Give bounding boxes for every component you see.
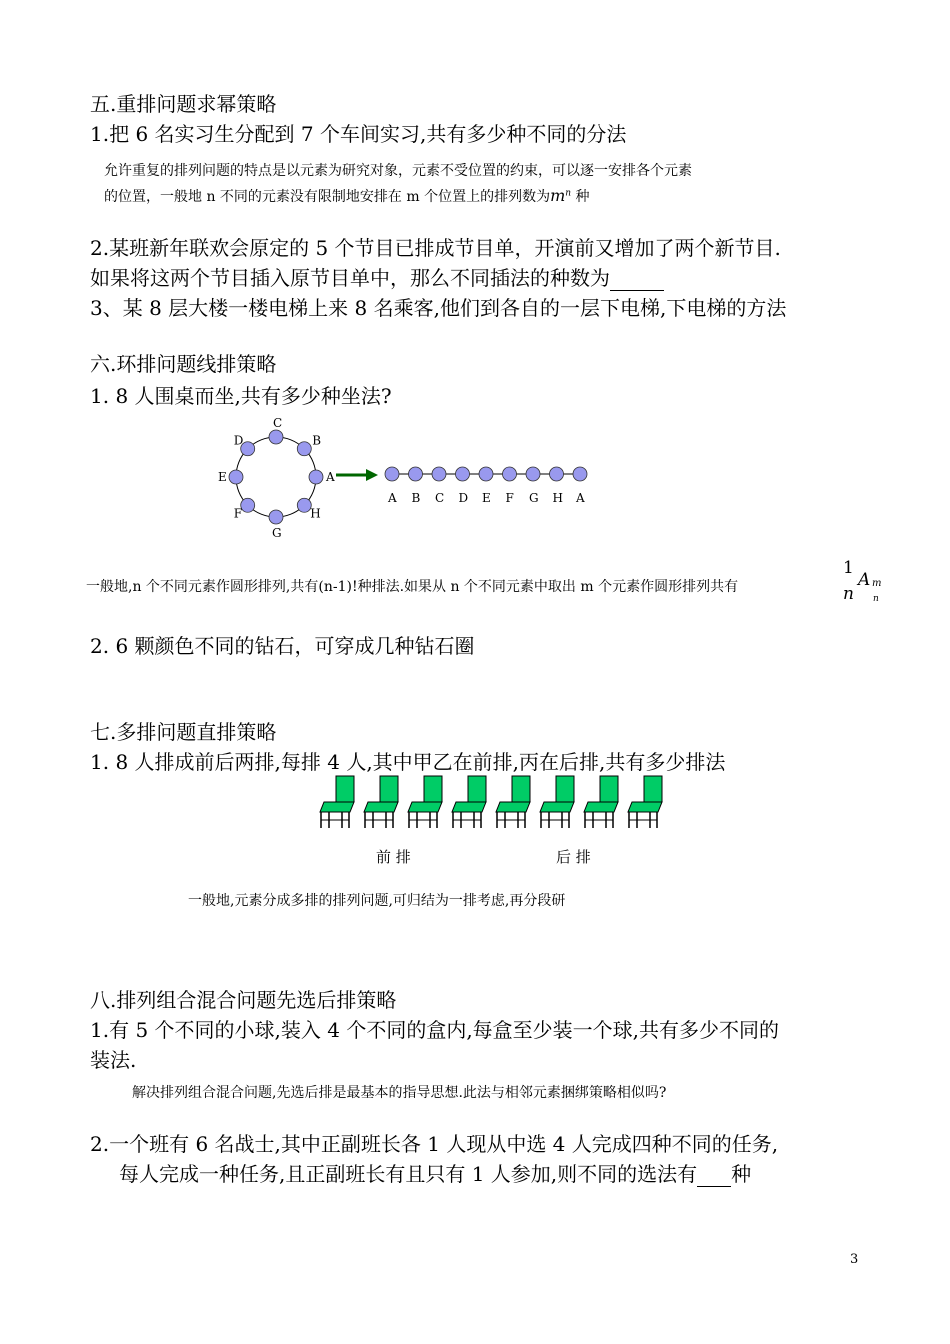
chairs-diagram bbox=[318, 774, 678, 830]
ring-bead bbox=[269, 430, 283, 444]
sec7-question-1: 1. 8 人排成前后两排,每排 4 人,其中甲乙在前排,丙在后排,共有多少排法 bbox=[90, 750, 726, 774]
chair-icon bbox=[584, 776, 618, 828]
chair-icon bbox=[496, 776, 530, 828]
section-7-title: 七.多排问题直排策略 bbox=[90, 720, 277, 744]
line-bead bbox=[432, 467, 446, 481]
line-bead-label: G bbox=[529, 491, 539, 505]
ring-bead-label: E bbox=[218, 470, 227, 484]
ring-bead-label: G bbox=[272, 526, 282, 540]
line-bead bbox=[573, 467, 587, 481]
section-6-title: 六.环排问题线排策略 bbox=[90, 352, 277, 376]
line-bead bbox=[503, 467, 517, 481]
ring-bead bbox=[241, 498, 255, 512]
fraction-denominator: n bbox=[843, 584, 854, 604]
a-symbol: A bbox=[858, 570, 871, 590]
line-bead bbox=[456, 467, 470, 481]
sec8-question-2a: 2.一个班有 6 名战士,其中正副班长各 1 人现从中选 4 人完成四种不同的任务, bbox=[90, 1132, 779, 1156]
back-row-label: 后 排 bbox=[556, 848, 591, 866]
sec5-question-2b: 如果将这两个节目插入原节目单中，那么不同插法的种数为 bbox=[90, 262, 664, 291]
sec5-question-3: 3、某 8 层大楼一楼电梯上来 8 名乘客,他们到各自的一层下电梯,下电梯的方法 bbox=[90, 296, 787, 320]
arrow-icon bbox=[336, 469, 378, 481]
sec5-question-1: 1.把 6 名实习生分配到 7 个车间实习,共有多少种不同的分法 bbox=[90, 122, 627, 146]
answer-blank bbox=[610, 272, 664, 291]
sec6-note: 一般地,n 个不同元素作圆形排列,共有(n-1)!种排法.如果从 n 个不同元素中取出 m 个元素作圆形排列共有 bbox=[86, 579, 739, 595]
line-bead bbox=[550, 467, 564, 481]
sec8-question-2b: 每人完成一种任务,且正副班长有且只有 1 人参加,则不同的选法有 种 bbox=[119, 1162, 752, 1186]
fraction-numerator: 1 bbox=[843, 558, 854, 578]
ring-bead bbox=[269, 510, 283, 524]
line-bead-label: B bbox=[411, 491, 421, 505]
line-bead bbox=[385, 467, 399, 481]
line-bead-label: A bbox=[576, 491, 585, 505]
sec6-question-2: 2. 6 颗颜色不同的钻石，可穿成几种钻石圈 bbox=[90, 634, 475, 658]
line-bead bbox=[409, 467, 423, 481]
line-bead-label: A bbox=[388, 491, 397, 505]
line-bead bbox=[526, 467, 540, 481]
chair-icon bbox=[452, 776, 486, 828]
section-8-title: 八.排列组合混合问题先选后排策略 bbox=[90, 988, 397, 1012]
answer-blank bbox=[697, 1168, 731, 1187]
sec6-question-1: 1. 8 人围桌而坐,共有多少种坐法? bbox=[90, 384, 392, 408]
sec5-note-line-2: 的位置，一般地 n 不同的元素没有限制地安排在 m 个位置上的排列数为$m^n$ 种 bbox=[104, 186, 590, 205]
ring-bead-label: A bbox=[326, 470, 335, 484]
sec5-question-2a: 2.某班新年联欢会原定的 5 个节目已排成节目单，开演前又增加了两个新节目. bbox=[90, 236, 781, 260]
line-bead-label: C bbox=[435, 491, 445, 505]
line-bead-label: H bbox=[552, 491, 563, 505]
sec8-question-1b: 装法. bbox=[90, 1048, 137, 1072]
line-bead-label: F bbox=[505, 491, 514, 505]
ring-bead bbox=[309, 470, 323, 484]
ring-bead bbox=[297, 442, 311, 456]
ring-bead-label: C bbox=[273, 416, 283, 430]
front-row-label: 前 排 bbox=[376, 848, 411, 866]
a-superscript: m bbox=[872, 578, 882, 589]
sec8-note: 解决排列组合混合问题,先选后排是最基本的指导思想.此法与相邻元素捆绑策略相似吗? bbox=[132, 1085, 667, 1101]
chair-icon bbox=[540, 776, 574, 828]
ring-to-line-diagram bbox=[200, 412, 600, 544]
page-number: 3 bbox=[850, 1252, 859, 1267]
chair-icon bbox=[628, 776, 662, 828]
section-5-title: 五.重排问题求幂策略 bbox=[90, 92, 277, 116]
line-bead-label: E bbox=[482, 491, 491, 505]
chair-icon bbox=[408, 776, 442, 828]
ring-bead bbox=[229, 470, 243, 484]
sec5-note-line-1: 允许重复的排列问题的特点是以元素为研究对象，元素不受位置的约束，可以逐一安排各个元素 bbox=[104, 163, 692, 179]
ring-bead-label: H bbox=[310, 506, 321, 521]
a-subscript: n bbox=[873, 594, 879, 604]
ring-bead-label: B bbox=[312, 433, 322, 448]
ring-bead-label: F bbox=[233, 506, 243, 521]
sec8-question-1a: 1.有 5 个不同的小球,装入 4 个不同的盒内,每盒至少装一个球,共有多少不同的 bbox=[90, 1018, 780, 1042]
chair-icon bbox=[320, 776, 354, 828]
chair-icon bbox=[364, 776, 398, 828]
line-bead-label: D bbox=[458, 491, 469, 505]
line-bead bbox=[479, 467, 493, 481]
ring-bead-label: D bbox=[233, 433, 244, 448]
ring-bead bbox=[297, 498, 311, 512]
sec7-note: 一般地,元素分成多排的排列问题,可归结为一排考虑,再分段研 bbox=[188, 893, 566, 909]
